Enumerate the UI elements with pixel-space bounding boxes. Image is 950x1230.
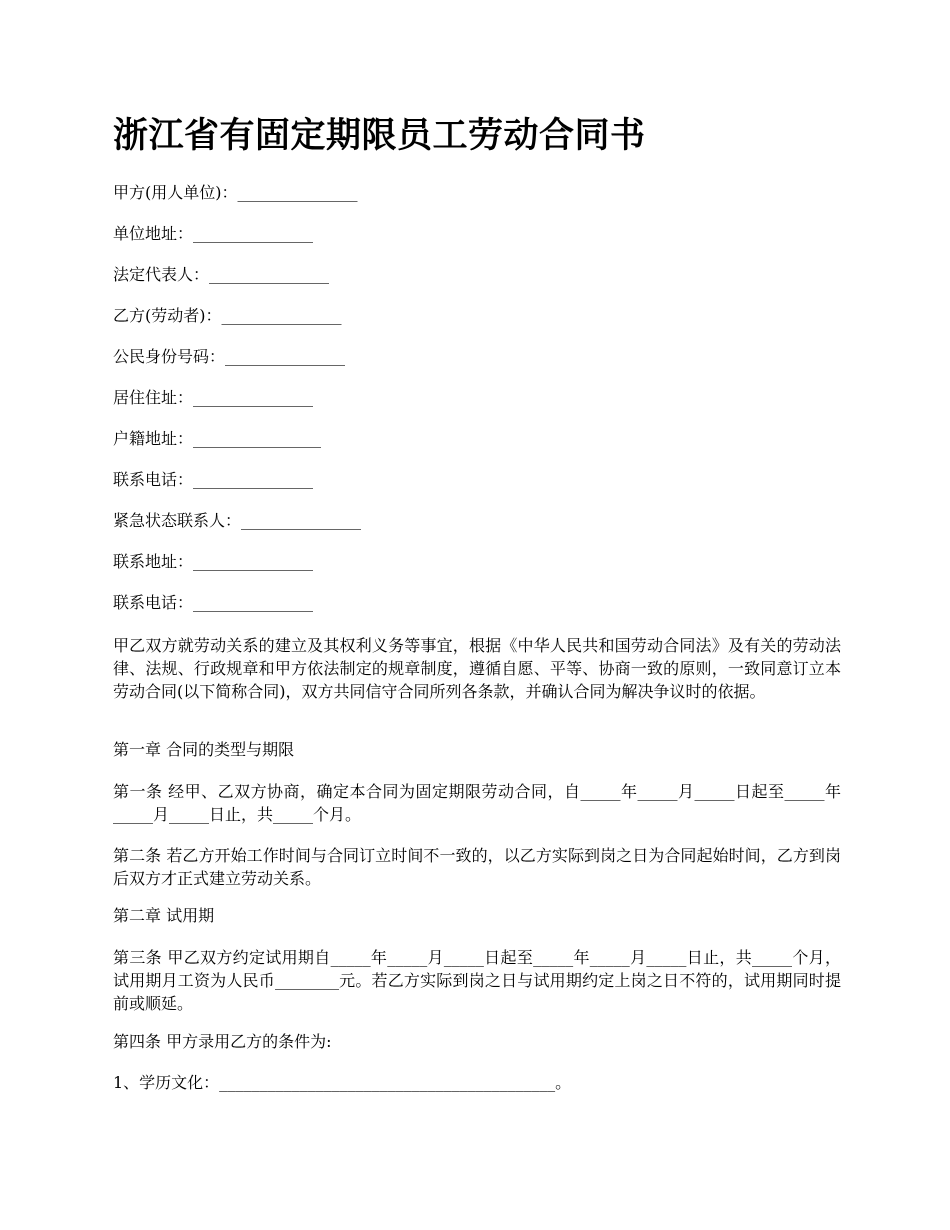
field-employer: 甲方(用人单位)：_______________	[113, 183, 358, 202]
field-employee: 乙方(劳动者)：_______________	[113, 306, 342, 325]
field-household-address: 户籍地址：________________	[113, 429, 322, 448]
field-contact-phone: 联系电话：_______________	[113, 593, 314, 612]
article-3: 第三条 甲乙双方约定试用期自_____年_____月_____日起至_____年_____月_____日止，共_____个月，试用期月工资为人民币________元。若乙方实际到岗之日与试用期约定上岗之日不符的，试用期同时提前或顺延。	[113, 948, 841, 1013]
article-1: 第一条 经甲、乙双方协商，确定本合同为固定期限劳动合同，自_____年_____月_____日起至_____年_____月_____日止，共_____个月。	[113, 782, 841, 824]
article-2: 第二条 若乙方开始工作时间与合同订立时间不一致的，以乙方实际到岗之日为合同起始时间，乙方到岗后双方才正式建立劳动关系。	[113, 846, 841, 888]
field-contact-address: 联系地址：_______________	[113, 552, 314, 571]
chapter-heading: 第二章 试用期	[113, 906, 215, 925]
field-employer-address: 单位地址：_______________	[113, 224, 314, 243]
field-emergency-contact: 紧急状态联系人：_______________	[113, 511, 362, 530]
field-phone: 联系电话：_______________	[113, 470, 314, 489]
intro-paragraph: 甲乙双方就劳动关系的建立及其权利义务等事宜，根据《中华人民共和国劳动合同法》及有关的劳动法律、法规、行政规章和甲方依法制定的规章制度，遵循自愿、平等、协商一致的原则，一致同意订立本劳动合同(以下简称合同)，双方共同信守合同所列各条款，并确认合同为解决争议时的依据。	[113, 636, 841, 701]
list-item-education: 1、学历文化：__________________________________________。	[113, 1073, 572, 1092]
document-title: 浙江省有固定期限员工劳动合同书	[113, 116, 646, 156]
field-id-number: 公民身份号码：_______________	[113, 347, 346, 366]
field-legal-representative: 法定代表人：_______________	[113, 265, 330, 284]
article-4: 第四条 甲方录用乙方的条件为:	[113, 1032, 332, 1051]
chapter-heading: 第一章 合同的类型与期限	[113, 740, 295, 759]
field-residence-address: 居住住址：_______________	[113, 388, 314, 407]
